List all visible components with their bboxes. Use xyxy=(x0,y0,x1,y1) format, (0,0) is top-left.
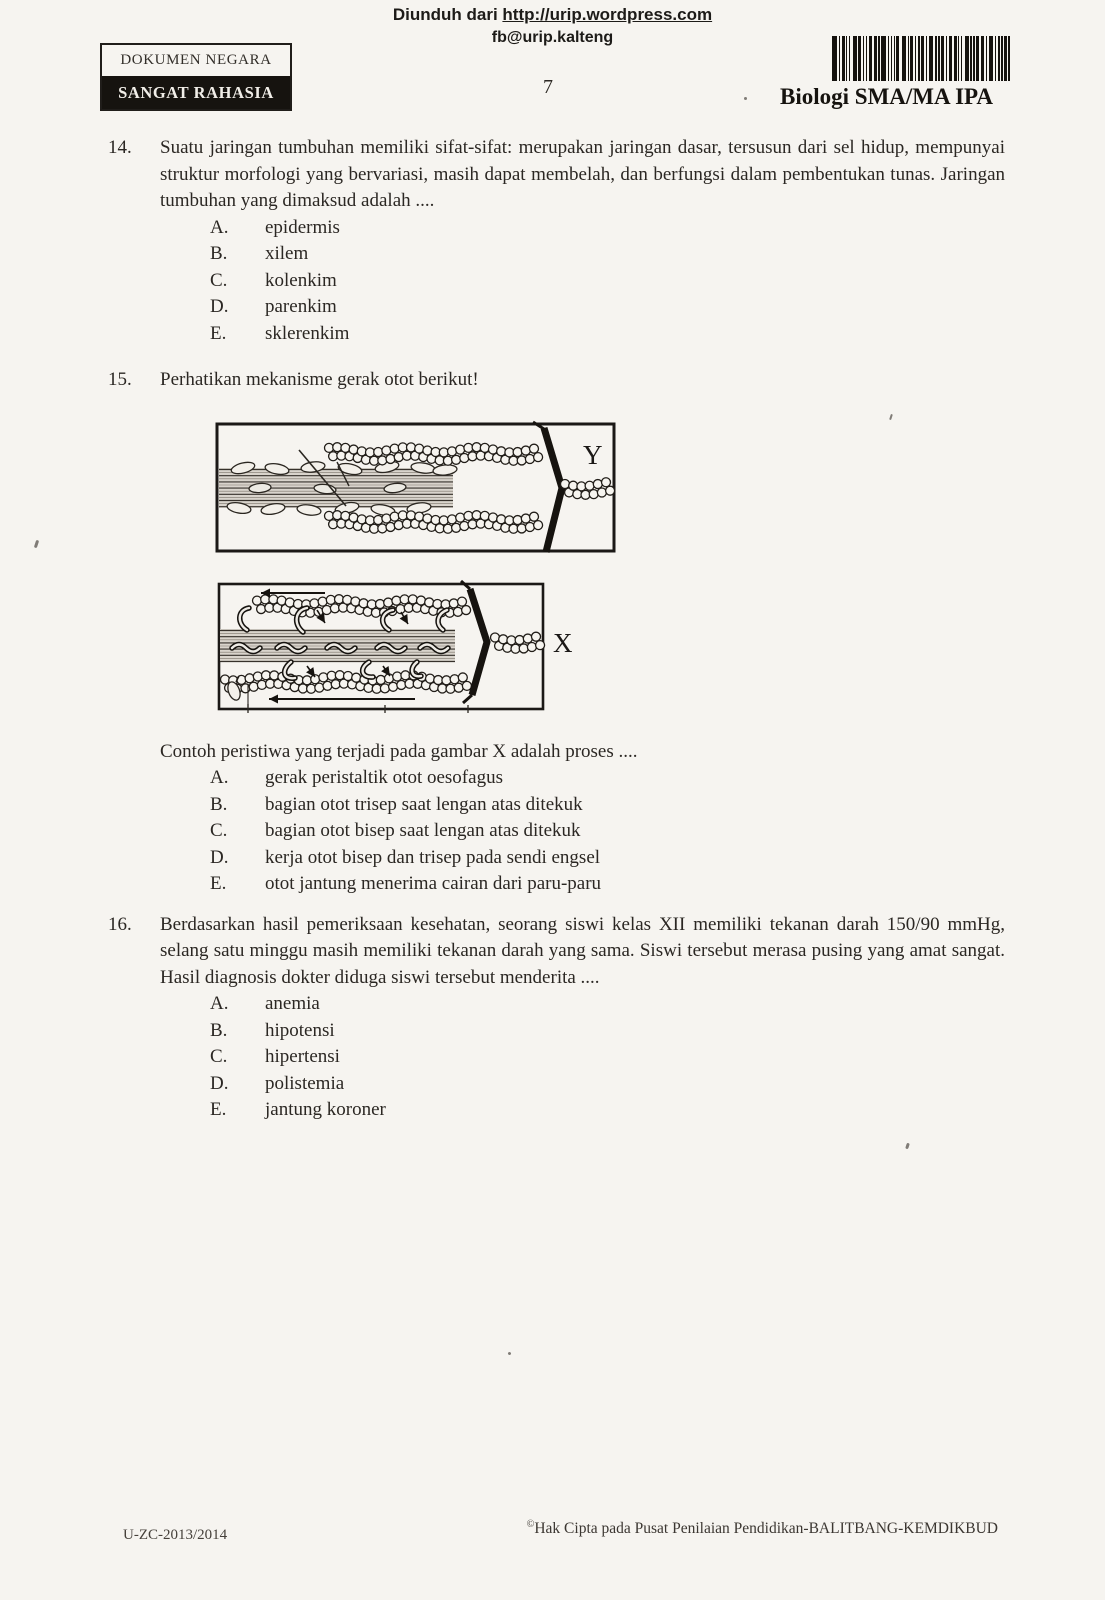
option-text: parenkim xyxy=(265,296,337,317)
option-row xyxy=(160,871,1005,898)
option-row xyxy=(160,845,1005,872)
option-text: hipertensi xyxy=(265,1046,340,1067)
option-row xyxy=(160,991,1005,1018)
stamp-sangat-rahasia: SANGAT RAHASIA xyxy=(102,76,290,109)
option-row xyxy=(160,792,1005,819)
option-text: otot jantung menerima cairan dari paru-paru xyxy=(265,873,602,894)
option-text: bagian otot trisep saat lengan atas ditekuk xyxy=(265,793,583,815)
option-row xyxy=(160,294,1005,321)
option-row xyxy=(160,1018,1005,1045)
download-source-line xyxy=(0,5,1105,25)
option-letter: E. xyxy=(210,873,227,894)
figure-label-x: X xyxy=(553,627,573,658)
question-14-text: Suatu jaringan tumbuhan memiliki sifat-sifat: merupakan jaringan dasar, tersusun dari sel hidup, mempunyai struktur morfologi yang bervariasi, masih dapat membelah, dan berfungsi dalam pembentukan tunas. Jaringan tumbuhan yang dimaksud adalah .... xyxy=(160,137,1005,211)
question-15-stem: Contoh peristiwa yang terjadi pada gambar X adalah proses .... xyxy=(160,740,638,762)
question-14 xyxy=(0,135,1105,347)
sarcomere-relaxed-diagram xyxy=(215,422,617,554)
question-15-number: 15. xyxy=(108,369,132,390)
option-row xyxy=(160,1044,1005,1071)
option-text: anemia xyxy=(265,993,320,1014)
option-row xyxy=(160,818,1005,845)
option-letter: C. xyxy=(210,1046,228,1067)
option-letter: E. xyxy=(210,1099,227,1120)
option-letter: E. xyxy=(210,322,227,344)
option-row xyxy=(160,241,1005,268)
option-letter: A. xyxy=(210,993,229,1014)
source-url: http://urip.wordpress.com xyxy=(502,5,713,24)
stamp-dokumen-negara: DOKUMEN NEGARA xyxy=(102,45,290,76)
barcode-icon xyxy=(832,36,1010,81)
question-16-options xyxy=(160,991,1005,1124)
option-row xyxy=(160,321,1005,348)
option-text: epidermis xyxy=(265,216,340,238)
option-row xyxy=(160,765,1005,792)
download-prefix: Diunduh dari xyxy=(392,5,503,24)
option-letter: C. xyxy=(210,269,228,291)
subject-title: Biologi SMA/MA IPA xyxy=(780,84,993,109)
figure-label-y: Y xyxy=(583,439,603,470)
option-text: xilem xyxy=(265,243,309,264)
option-letter: A. xyxy=(210,216,229,238)
option-row xyxy=(160,1097,1005,1124)
option-text: kolenkim xyxy=(265,269,337,291)
document-classification-stamp xyxy=(100,43,292,111)
option-letter: A. xyxy=(210,767,229,788)
scan-artifact xyxy=(744,97,747,100)
document-code: U-ZC-2013/2014 xyxy=(123,1527,228,1543)
question-16 xyxy=(0,912,1105,1124)
option-text: sklerenkim xyxy=(265,322,350,344)
option-letter: D. xyxy=(210,846,229,868)
question-15-text: Perhatikan mekanisme gerak otot berikut! xyxy=(160,369,479,390)
option-text: kerja otot bisep dan trisep pada sendi engsel xyxy=(265,846,601,868)
barcode-bar xyxy=(1008,36,1010,81)
exam-body xyxy=(0,135,1105,1124)
option-text: jantung koroner xyxy=(265,1099,386,1120)
question-16-text: Berdasarkan hasil pemeriksaan kesehatan, seorang siswi kelas XII memiliki tekanan darah 150/90 mmHg, selang satu minggu masih memiliki tekanan darah yang sama. Siswi tersebut merasa pusing yang amat sangat. Hasil diagnosis dokter diduga siswi tersebut menderita .... xyxy=(160,913,1005,988)
copyright-symbol: © xyxy=(526,1519,535,1530)
option-text: bagian otot bisep saat lengan atas ditekuk xyxy=(265,820,581,841)
page-number: 7 xyxy=(543,76,553,98)
option-text: hipotensi xyxy=(265,1019,335,1041)
option-row xyxy=(160,268,1005,295)
question-14-options xyxy=(160,215,1005,348)
option-letter: B. xyxy=(210,793,228,815)
muscle-figure-contracted xyxy=(217,580,1005,716)
question-15-options xyxy=(160,765,1005,898)
option-text: gerak peristaltik otot oesofagus xyxy=(265,767,503,788)
sarcomere-contracted-diagram xyxy=(217,580,583,716)
option-letter: B. xyxy=(210,243,228,264)
option-text: polistemia xyxy=(265,1072,345,1094)
muscle-figure-relaxed xyxy=(215,422,1005,554)
question-16-number: 16. xyxy=(108,913,132,935)
option-letter: D. xyxy=(210,1072,229,1094)
question-14-number: 14. xyxy=(108,137,132,158)
scan-artifact xyxy=(508,1352,512,1356)
scan-artifact xyxy=(905,1143,910,1150)
copyright-line xyxy=(527,1519,998,1538)
option-row xyxy=(160,215,1005,242)
option-letter: D. xyxy=(210,296,229,317)
option-row xyxy=(160,1071,1005,1098)
copyright-text: Hak Cipta pada Pusat Penilaian Pendidikan-BALITBANG-KEMDIKBUD xyxy=(534,1520,998,1538)
facebook-line: fb@urip.kalteng xyxy=(491,29,614,46)
option-letter: B. xyxy=(210,1019,228,1041)
option-letter: C. xyxy=(210,820,228,841)
question-15 xyxy=(0,367,1105,898)
